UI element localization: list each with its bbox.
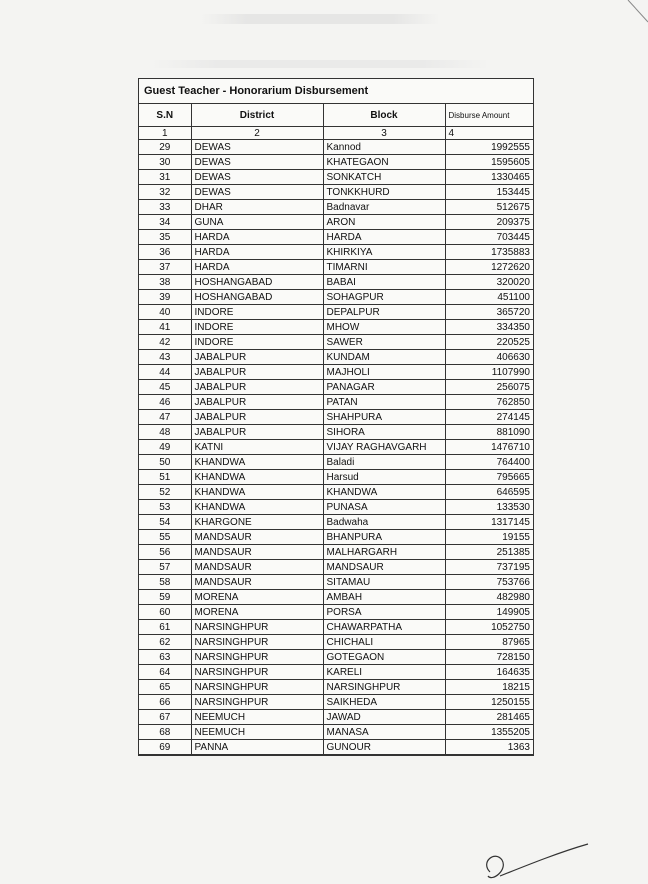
bleed-through-text bbox=[200, 14, 440, 24]
row-sn: 64 bbox=[139, 665, 191, 680]
row-sn: 31 bbox=[139, 170, 191, 185]
row-block: MHOW bbox=[323, 320, 445, 335]
table-row bbox=[139, 440, 533, 455]
row-block: MANASA bbox=[323, 725, 445, 740]
table-row bbox=[139, 230, 533, 245]
header-sn: S.N bbox=[139, 104, 191, 127]
table-row bbox=[139, 140, 533, 155]
row-sn: 63 bbox=[139, 650, 191, 665]
table-row bbox=[139, 290, 533, 305]
row-sn: 54 bbox=[139, 515, 191, 530]
row-block: MANDSAUR bbox=[323, 560, 445, 575]
row-amount: 1107990 bbox=[445, 365, 533, 380]
row-amount: 251385 bbox=[445, 545, 533, 560]
row-block: TIMARNI bbox=[323, 260, 445, 275]
row-district: DEWAS bbox=[191, 155, 323, 170]
row-district: DHAR bbox=[191, 200, 323, 215]
signature-mark bbox=[470, 842, 590, 884]
row-district: MANDSAUR bbox=[191, 545, 323, 560]
row-block: HARDA bbox=[323, 230, 445, 245]
column-number: 4 bbox=[445, 127, 533, 140]
row-amount: 87965 bbox=[445, 635, 533, 650]
table-row bbox=[139, 155, 533, 170]
row-amount: 1355205 bbox=[445, 725, 533, 740]
row-district: KHANDWA bbox=[191, 500, 323, 515]
row-amount: 281465 bbox=[445, 710, 533, 725]
disbursement-table bbox=[139, 104, 533, 755]
row-sn: 33 bbox=[139, 200, 191, 215]
row-sn: 42 bbox=[139, 335, 191, 350]
row-amount: 133530 bbox=[445, 500, 533, 515]
row-block: SAIKHEDA bbox=[323, 695, 445, 710]
row-sn: 29 bbox=[139, 140, 191, 155]
table-row bbox=[139, 470, 533, 485]
table-row bbox=[139, 410, 533, 425]
row-block: KUNDAM bbox=[323, 350, 445, 365]
row-amount: 274145 bbox=[445, 410, 533, 425]
table-row bbox=[139, 395, 533, 410]
row-amount: 256075 bbox=[445, 380, 533, 395]
row-block: BHANPURA bbox=[323, 530, 445, 545]
table-row bbox=[139, 485, 533, 500]
row-amount: 1330465 bbox=[445, 170, 533, 185]
row-amount: 320020 bbox=[445, 275, 533, 290]
table-row bbox=[139, 260, 533, 275]
row-sn: 57 bbox=[139, 560, 191, 575]
row-block: KHIRKIYA bbox=[323, 245, 445, 260]
row-block: Harsud bbox=[323, 470, 445, 485]
table-row bbox=[139, 740, 533, 755]
row-amount: 795665 bbox=[445, 470, 533, 485]
row-block: SHAHPURA bbox=[323, 410, 445, 425]
row-sn: 52 bbox=[139, 485, 191, 500]
table-row bbox=[139, 635, 533, 650]
row-sn: 41 bbox=[139, 320, 191, 335]
row-block: SIHORA bbox=[323, 425, 445, 440]
bleed-through-text bbox=[150, 60, 490, 68]
column-number-row bbox=[139, 127, 533, 140]
row-amount: 1250155 bbox=[445, 695, 533, 710]
row-block: PATAN bbox=[323, 395, 445, 410]
row-district: NARSINGHPUR bbox=[191, 620, 323, 635]
table-row bbox=[139, 305, 533, 320]
row-amount: 512675 bbox=[445, 200, 533, 215]
row-amount: 1992555 bbox=[445, 140, 533, 155]
row-district: INDORE bbox=[191, 305, 323, 320]
row-sn: 50 bbox=[139, 455, 191, 470]
row-amount: 334350 bbox=[445, 320, 533, 335]
row-amount: 149905 bbox=[445, 605, 533, 620]
row-block: MAJHOLI bbox=[323, 365, 445, 380]
row-sn: 40 bbox=[139, 305, 191, 320]
row-district: MORENA bbox=[191, 605, 323, 620]
row-district: DEWAS bbox=[191, 140, 323, 155]
row-district: HARDA bbox=[191, 245, 323, 260]
row-block: SITAMAU bbox=[323, 575, 445, 590]
row-amount: 703445 bbox=[445, 230, 533, 245]
row-district: MORENA bbox=[191, 590, 323, 605]
row-district: HOSHANGABAD bbox=[191, 275, 323, 290]
row-block: KHATEGAON bbox=[323, 155, 445, 170]
row-sn: 62 bbox=[139, 635, 191, 650]
row-district: INDORE bbox=[191, 335, 323, 350]
row-block: Kannod bbox=[323, 140, 445, 155]
row-district: KHANDWA bbox=[191, 470, 323, 485]
row-sn: 56 bbox=[139, 545, 191, 560]
row-district: DEWAS bbox=[191, 185, 323, 200]
row-amount: 1595605 bbox=[445, 155, 533, 170]
row-sn: 61 bbox=[139, 620, 191, 635]
row-district: KHARGONE bbox=[191, 515, 323, 530]
row-sn: 58 bbox=[139, 575, 191, 590]
row-sn: 47 bbox=[139, 410, 191, 425]
row-amount: 881090 bbox=[445, 425, 533, 440]
table-row bbox=[139, 605, 533, 620]
row-district: HARDA bbox=[191, 230, 323, 245]
row-amount: 451100 bbox=[445, 290, 533, 305]
row-block: KHANDWA bbox=[323, 485, 445, 500]
column-number: 1 bbox=[139, 127, 191, 140]
row-sn: 65 bbox=[139, 680, 191, 695]
table-row bbox=[139, 500, 533, 515]
row-sn: 53 bbox=[139, 500, 191, 515]
header-district: District bbox=[191, 104, 323, 127]
row-district: JABALPUR bbox=[191, 380, 323, 395]
table-row bbox=[139, 335, 533, 350]
row-amount: 365720 bbox=[445, 305, 533, 320]
row-district: PANNA bbox=[191, 740, 323, 755]
row-amount: 728150 bbox=[445, 650, 533, 665]
table-row bbox=[139, 575, 533, 590]
row-sn: 68 bbox=[139, 725, 191, 740]
table-row bbox=[139, 455, 533, 470]
row-amount: 482980 bbox=[445, 590, 533, 605]
row-district: JABALPUR bbox=[191, 410, 323, 425]
row-sn: 46 bbox=[139, 395, 191, 410]
table-row bbox=[139, 245, 533, 260]
row-district: NEEMUCH bbox=[191, 710, 323, 725]
table-row bbox=[139, 680, 533, 695]
row-block: SOHAGPUR bbox=[323, 290, 445, 305]
row-district: MANDSAUR bbox=[191, 575, 323, 590]
row-block: Badwaha bbox=[323, 515, 445, 530]
row-district: MANDSAUR bbox=[191, 530, 323, 545]
row-sn: 48 bbox=[139, 425, 191, 440]
row-block: SAWER bbox=[323, 335, 445, 350]
row-sn: 55 bbox=[139, 530, 191, 545]
row-district: KHANDWA bbox=[191, 485, 323, 500]
row-district: HARDA bbox=[191, 260, 323, 275]
row-amount: 220525 bbox=[445, 335, 533, 350]
table-row bbox=[139, 560, 533, 575]
row-sn: 30 bbox=[139, 155, 191, 170]
row-sn: 69 bbox=[139, 740, 191, 755]
row-block: KARELI bbox=[323, 665, 445, 680]
row-amount: 737195 bbox=[445, 560, 533, 575]
table-row bbox=[139, 650, 533, 665]
row-amount: 1052750 bbox=[445, 620, 533, 635]
table-row bbox=[139, 365, 533, 380]
document-title: Guest Teacher - Honorarium Disbursement bbox=[139, 79, 533, 104]
row-district: JABALPUR bbox=[191, 365, 323, 380]
row-sn: 67 bbox=[139, 710, 191, 725]
column-number: 3 bbox=[323, 127, 445, 140]
table-row bbox=[139, 590, 533, 605]
row-block: DEPALPUR bbox=[323, 305, 445, 320]
row-block: Badnavar bbox=[323, 200, 445, 215]
row-district: GUNA bbox=[191, 215, 323, 230]
row-amount: 19155 bbox=[445, 530, 533, 545]
table-row bbox=[139, 725, 533, 740]
row-sn: 34 bbox=[139, 215, 191, 230]
row-amount: 646595 bbox=[445, 485, 533, 500]
row-block: AMBAH bbox=[323, 590, 445, 605]
row-district: DEWAS bbox=[191, 170, 323, 185]
table-row bbox=[139, 215, 533, 230]
row-sn: 35 bbox=[139, 230, 191, 245]
row-block: TONKKHURD bbox=[323, 185, 445, 200]
row-amount: 1476710 bbox=[445, 440, 533, 455]
row-amount: 1735883 bbox=[445, 245, 533, 260]
row-district: MANDSAUR bbox=[191, 560, 323, 575]
row-sn: 32 bbox=[139, 185, 191, 200]
row-district: NEEMUCH bbox=[191, 725, 323, 740]
row-amount: 1317145 bbox=[445, 515, 533, 530]
row-district: NARSINGHPUR bbox=[191, 680, 323, 695]
row-amount: 762850 bbox=[445, 395, 533, 410]
row-amount: 153445 bbox=[445, 185, 533, 200]
table-row bbox=[139, 515, 533, 530]
row-district: KHANDWA bbox=[191, 455, 323, 470]
table-row bbox=[139, 185, 533, 200]
row-district: NARSINGHPUR bbox=[191, 695, 323, 710]
row-block: JAWAD bbox=[323, 710, 445, 725]
row-amount: 1272620 bbox=[445, 260, 533, 275]
row-district: JABALPUR bbox=[191, 350, 323, 365]
row-sn: 36 bbox=[139, 245, 191, 260]
table-row bbox=[139, 425, 533, 440]
row-block: Baladi bbox=[323, 455, 445, 470]
row-block: PORSA bbox=[323, 605, 445, 620]
row-sn: 38 bbox=[139, 275, 191, 290]
table-row bbox=[139, 665, 533, 680]
row-district: HOSHANGABAD bbox=[191, 290, 323, 305]
row-block: PUNASA bbox=[323, 500, 445, 515]
table-row bbox=[139, 320, 533, 335]
row-sn: 49 bbox=[139, 440, 191, 455]
row-sn: 43 bbox=[139, 350, 191, 365]
table-row bbox=[139, 380, 533, 395]
table-row bbox=[139, 200, 533, 215]
row-sn: 37 bbox=[139, 260, 191, 275]
table-row bbox=[139, 170, 533, 185]
row-block: PANAGAR bbox=[323, 380, 445, 395]
row-block: VIJAY RAGHAVGARH bbox=[323, 440, 445, 455]
row-district: JABALPUR bbox=[191, 395, 323, 410]
row-block: MALHARGARH bbox=[323, 545, 445, 560]
table-header-row bbox=[139, 104, 533, 127]
row-sn: 45 bbox=[139, 380, 191, 395]
table-row bbox=[139, 695, 533, 710]
table-row bbox=[139, 350, 533, 365]
table-row bbox=[139, 710, 533, 725]
page-corner-fold bbox=[618, 0, 648, 30]
table-row bbox=[139, 620, 533, 635]
row-amount: 1363 bbox=[445, 740, 533, 755]
row-sn: 66 bbox=[139, 695, 191, 710]
row-district: INDORE bbox=[191, 320, 323, 335]
row-block: CHICHALI bbox=[323, 635, 445, 650]
row-block: GUNOUR bbox=[323, 740, 445, 755]
row-amount: 406630 bbox=[445, 350, 533, 365]
row-district: KATNI bbox=[191, 440, 323, 455]
row-block: GOTEGAON bbox=[323, 650, 445, 665]
disbursement-document bbox=[138, 78, 534, 756]
row-amount: 164635 bbox=[445, 665, 533, 680]
row-block: SONKATCH bbox=[323, 170, 445, 185]
row-sn: 51 bbox=[139, 470, 191, 485]
row-district: NARSINGHPUR bbox=[191, 665, 323, 680]
row-block: BABAI bbox=[323, 275, 445, 290]
header-block: Block bbox=[323, 104, 445, 127]
row-amount: 18215 bbox=[445, 680, 533, 695]
row-district: NARSINGHPUR bbox=[191, 635, 323, 650]
row-amount: 753766 bbox=[445, 575, 533, 590]
row-sn: 59 bbox=[139, 590, 191, 605]
row-block: ARON bbox=[323, 215, 445, 230]
header-amount: Disburse Amount bbox=[445, 104, 533, 127]
row-block: CHAWARPATHA bbox=[323, 620, 445, 635]
column-number: 2 bbox=[191, 127, 323, 140]
row-sn: 44 bbox=[139, 365, 191, 380]
row-district: JABALPUR bbox=[191, 425, 323, 440]
table-row bbox=[139, 545, 533, 560]
row-sn: 39 bbox=[139, 290, 191, 305]
table-row bbox=[139, 530, 533, 545]
row-block: NARSINGHPUR bbox=[323, 680, 445, 695]
row-amount: 209375 bbox=[445, 215, 533, 230]
row-amount: 764400 bbox=[445, 455, 533, 470]
table-row bbox=[139, 275, 533, 290]
row-sn: 60 bbox=[139, 605, 191, 620]
row-district: NARSINGHPUR bbox=[191, 650, 323, 665]
